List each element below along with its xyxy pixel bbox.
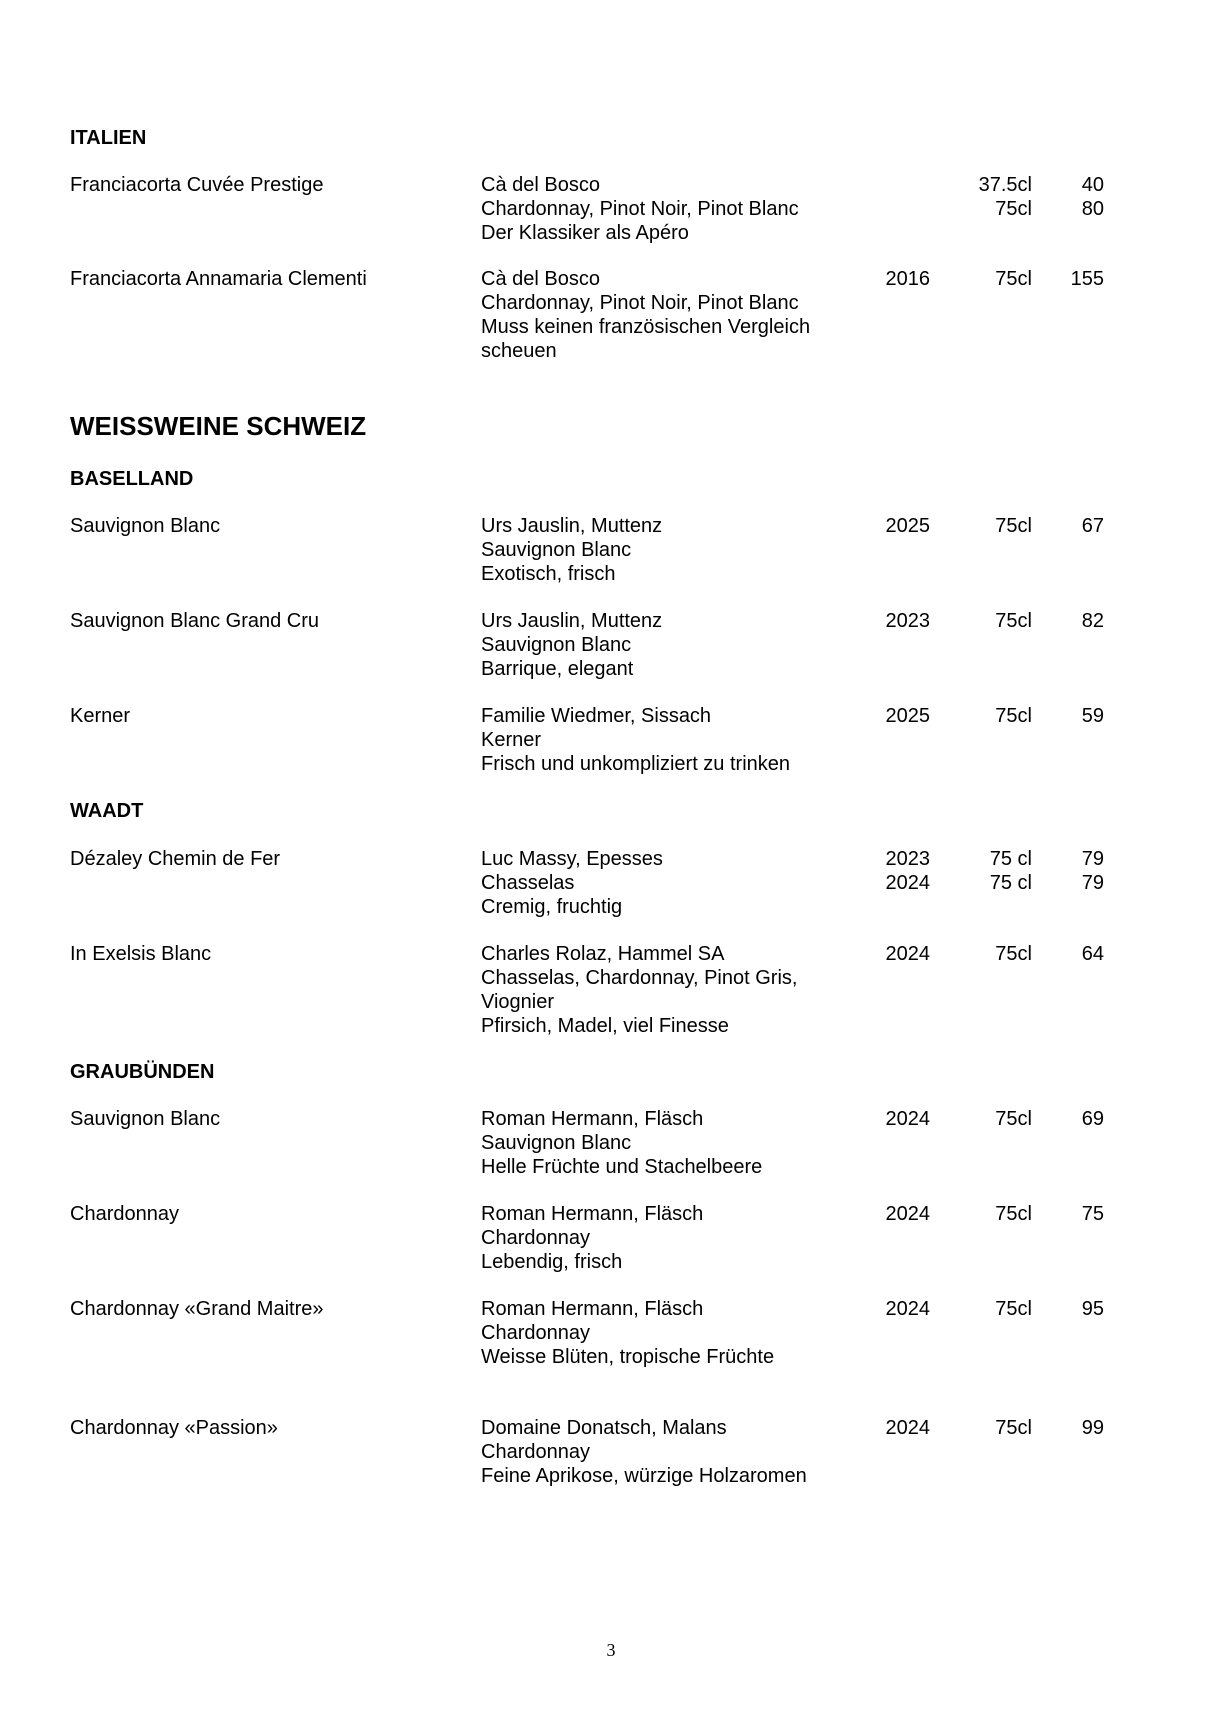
wine-producer: Cà del Bosco	[481, 174, 600, 196]
wine-name: Dézaley Chemin de Fer	[70, 848, 281, 870]
wine-vintage: 2025	[885, 515, 930, 537]
section-heading-graubuenden: GRAUBÜNDEN	[70, 1061, 215, 1083]
wine-prices	[1040, 267, 1104, 291]
wine-size: 75cl	[995, 1298, 1032, 1320]
wine-name: Franciacorta Annamaria Clementi	[70, 268, 367, 290]
wine-vintages	[860, 609, 930, 633]
wine-size: 75cl	[995, 198, 1032, 220]
wine-details	[481, 1297, 851, 1369]
wine-vintage: 2016	[885, 268, 930, 290]
wine-price: 40	[1081, 174, 1104, 196]
wine-grapes: Chardonnay	[481, 1227, 590, 1249]
wine-price: 82	[1081, 610, 1104, 632]
wine-size: 37.5cl	[978, 174, 1032, 196]
wine-price: 95	[1081, 1298, 1104, 1320]
wine-price: 67	[1081, 515, 1104, 537]
wine-note: Der Klassiker als Apéro	[481, 222, 689, 244]
wine-vintages	[860, 514, 930, 538]
wine-producer: Charles Rolaz, Hammel SA	[481, 943, 725, 965]
wine-note: Lebendig, frisch	[481, 1251, 623, 1273]
wine-producer: Urs Jauslin, Muttenz	[481, 515, 663, 537]
wine-vintages	[860, 1416, 930, 1440]
wine-grapes: Chardonnay	[481, 1322, 590, 1344]
wine-note: Cremig, fruchtig	[481, 896, 623, 918]
wine-grapes: Sauvignon Blanc	[481, 539, 632, 561]
wine-note: Feine Aprikose, würzige Holzaromen	[481, 1465, 807, 1487]
wine-grapes: Sauvignon Blanc	[481, 634, 632, 656]
wine-grapes: Chardonnay, Pinot Noir, Pinot Blanc	[481, 198, 799, 220]
wine-name: Franciacorta Cuvée Prestige	[70, 174, 324, 196]
wine-name: Chardonnay «Passion»	[70, 1417, 278, 1439]
wine-producer: Roman Hermann, Fläsch	[481, 1298, 704, 1320]
wine-sizes	[950, 267, 1032, 291]
wine-producer: Cà del Bosco	[481, 268, 600, 290]
wine-vintages	[860, 942, 930, 966]
wine-details	[481, 704, 851, 776]
wine-producer: Familie Wiedmer, Sissach	[481, 705, 712, 727]
wine-sizes	[950, 1107, 1032, 1131]
wine-prices	[1040, 1202, 1104, 1226]
wine-details	[481, 173, 851, 245]
wine-details	[481, 1107, 851, 1179]
wine-note: Exotisch, frisch	[481, 563, 616, 585]
wine-vintage: 2023	[885, 848, 930, 870]
wine-grapes: Chardonnay	[481, 1441, 590, 1463]
wine-sizes	[950, 1297, 1032, 1321]
wine-vintage: 2024	[885, 1203, 930, 1225]
wine-price: 155	[1070, 268, 1104, 290]
wine-note: Pfirsich, Madel, viel Finesse	[481, 1015, 729, 1037]
wine-vintage: 2023	[885, 610, 930, 632]
wine-vintages	[860, 1297, 930, 1321]
wine-sizes	[950, 847, 1032, 895]
section-heading-waadt: WAADT	[70, 800, 144, 822]
wine-vintages	[860, 267, 930, 291]
wine-sizes	[950, 609, 1032, 633]
wine-producer: Domaine Donatsch, Malans	[481, 1417, 727, 1439]
wine-price: 79	[1081, 872, 1104, 894]
wine-details	[481, 609, 851, 681]
wine-grapes: Chasselas	[481, 872, 575, 894]
page-number: 3	[606, 1640, 616, 1660]
wine-prices	[1040, 847, 1104, 895]
wine-price: 79	[1081, 848, 1104, 870]
wine-prices	[1040, 609, 1104, 633]
wine-size: 75cl	[995, 1108, 1032, 1130]
wine-prices	[1040, 173, 1104, 221]
wine-prices	[1040, 1416, 1104, 1440]
wine-details	[481, 514, 851, 586]
wine-name: In Exelsis Blanc	[70, 943, 212, 965]
wine-sizes	[950, 942, 1032, 966]
wine-name: Sauvignon Blanc	[70, 1108, 221, 1130]
wine-size: 75cl	[995, 610, 1032, 632]
wine-details	[481, 942, 851, 1038]
wine-price: 69	[1081, 1108, 1104, 1130]
wine-size: 75cl	[995, 705, 1032, 727]
wine-note: Frisch und unkompliziert zu trinken	[481, 753, 791, 775]
wine-grapes: Kerner	[481, 729, 542, 751]
wine-prices	[1040, 704, 1104, 728]
wine-name: Chardonnay	[70, 1203, 179, 1225]
wine-note: Weisse Blüten, tropische Früchte	[481, 1346, 775, 1368]
wine-price: 75	[1081, 1203, 1104, 1225]
wine-sizes	[950, 1416, 1032, 1440]
wine-size: 75cl	[995, 515, 1032, 537]
wine-vintage: 2024	[885, 943, 930, 965]
wine-name: Chardonnay «Grand Maitre»	[70, 1298, 324, 1320]
wine-note: Muss keinen französischen Vergleich	[481, 316, 811, 338]
wine-details	[481, 267, 851, 363]
wine-grapes: Sauvignon Blanc	[481, 1132, 632, 1154]
wine-sizes	[950, 514, 1032, 538]
wine-name: Sauvignon Blanc	[70, 515, 221, 537]
wine-name: Kerner	[70, 705, 131, 727]
wine-price: 80	[1081, 198, 1104, 220]
wine-name: Sauvignon Blanc Grand Cru	[70, 610, 320, 632]
wine-price: 99	[1081, 1417, 1104, 1439]
wine-vintages	[860, 847, 930, 895]
wine-sizes	[950, 1202, 1032, 1226]
wine-sizes	[950, 704, 1032, 728]
wine-size: 75 cl	[989, 848, 1032, 870]
wine-size: 75cl	[995, 268, 1032, 290]
wine-details	[481, 847, 851, 919]
wine-size: 75cl	[995, 1417, 1032, 1439]
wine-prices	[1040, 1107, 1104, 1131]
wine-details	[481, 1416, 851, 1488]
wine-price: 64	[1081, 943, 1104, 965]
wine-grapes: Viognier	[481, 991, 555, 1013]
wine-size: 75 cl	[989, 872, 1032, 894]
wine-producer: Roman Hermann, Fläsch	[481, 1108, 704, 1130]
section-heading-italien: ITALIEN	[70, 127, 147, 149]
wine-note: scheuen	[481, 340, 557, 362]
wine-vintage: 2025	[885, 705, 930, 727]
wine-note: Helle Früchte und Stachelbeere	[481, 1156, 763, 1178]
wine-note: Barrique, elegant	[481, 658, 634, 680]
wine-prices	[1040, 514, 1104, 538]
wine-producer: Urs Jauslin, Muttenz	[481, 610, 663, 632]
wine-vintages	[860, 1202, 930, 1226]
wine-size: 75cl	[995, 943, 1032, 965]
wine-sizes	[950, 173, 1032, 221]
wine-prices	[1040, 1297, 1104, 1321]
wine-vintage: 2024	[885, 1417, 930, 1439]
wine-grapes: Chardonnay, Pinot Noir, Pinot Blanc	[481, 292, 799, 314]
wine-details	[481, 1202, 851, 1274]
wine-vintage: 2024	[885, 872, 930, 894]
wine-prices	[1040, 942, 1104, 966]
wine-price: 59	[1081, 705, 1104, 727]
wine-producer: Luc Massy, Epesses	[481, 848, 663, 870]
wine-size: 75cl	[995, 1203, 1032, 1225]
wine-vintage: 2024	[885, 1298, 930, 1320]
wine-producer: Roman Hermann, Fläsch	[481, 1203, 704, 1225]
wine-vintage: 2024	[885, 1108, 930, 1130]
wine-grapes: Chasselas, Chardonnay, Pinot Gris,	[481, 967, 798, 989]
wine-vintages	[860, 704, 930, 728]
wine-vintages	[860, 1107, 930, 1131]
section-heading-weissweine-schweiz: WEISSWEINE SCHWEIZ	[70, 411, 367, 441]
section-heading-baselland: BASELLAND	[70, 468, 194, 490]
